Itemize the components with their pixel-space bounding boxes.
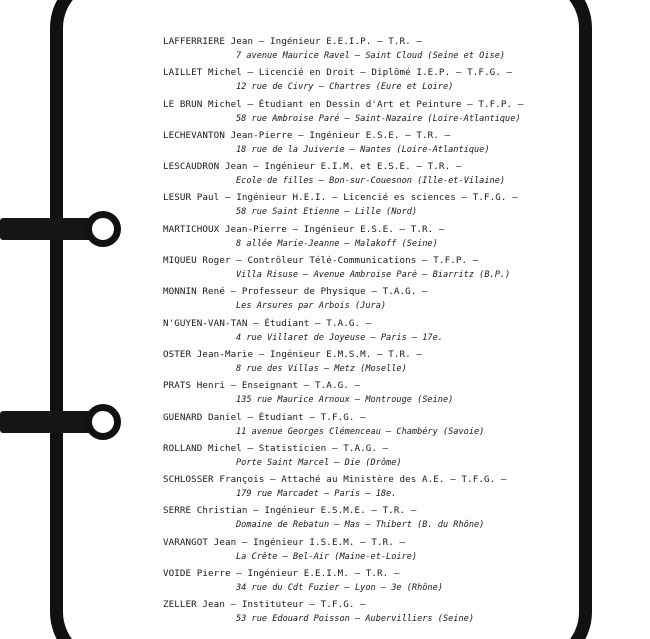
entry-name-title: LECHEVANTON Jean-Pierre – Ingénieur E.S.E. – T.R. – [163, 129, 451, 141]
directory-entry [0, 130, 650, 161]
directory-entry [0, 192, 650, 223]
entry-address: 4 rue Villaret de Joyeuse – Paris – 17e. [236, 332, 443, 343]
entry-address: Porte Saint Marcel – Die (Drôme) [236, 457, 402, 468]
entry-name-title: ROLLAND Michel – Statisticien – T.A.G. – [163, 442, 389, 454]
entry-name-title: MARTICHOUX Jean-Pierre – Ingénieur E.S.E. – T.R. – [163, 223, 445, 235]
entry-address: 7 avenue Maurice Ravel – Saint Cloud (Seine et Oise) [236, 51, 506, 61]
directory-entry [0, 36, 650, 67]
entry-address: 58 rue Ambroise Paré – Saint-Nazaire (Loire-Atlantique) [236, 113, 521, 124]
entry-name-title: PRATS Henri – Enseignant – T.A.G. – [163, 380, 361, 392]
entry-name-title: ZELLER Jean – Instituteur – T.F.G. – [163, 599, 366, 611]
entry-name-title: LESCAUDRON Jean – Ingénieur E.I.M. et E.S.E. – T.R. – [163, 161, 462, 173]
directory-entry [0, 286, 650, 317]
entry-address: 8 allée Marie-Jeanne – Malakoff (Seine) [236, 238, 438, 249]
directory-entry [0, 443, 650, 474]
directory-list [0, 36, 650, 631]
directory-entry [0, 67, 650, 98]
directory-entry [0, 380, 650, 411]
entry-address: Ecole de filles – Bon-sur-Couesnon (Ille-et-Vilaine) [236, 176, 506, 187]
directory-entry [0, 599, 650, 630]
directory-entry [0, 318, 650, 349]
entry-address: 34 rue du Cdt Fuzier – Lyon – 3e (Rhône) [236, 583, 443, 594]
entry-address: 135 rue Maurice Arnoux – Montrouge (Seine) [236, 395, 454, 406]
entry-address: Villa Risuse – Avenue Ambroise Paré – Biarritz (B.P.) [236, 270, 511, 281]
entry-name-title: LESUR Paul – Ingénieur H.E.I. – Licencié es sciences – T.F.G. – [163, 192, 518, 204]
entry-name-title: LAFFERRIERE Jean – Ingénieur E.E.I.P. – T.R. – [163, 36, 423, 47]
entry-address: 179 rue Marcadet – Paris – 18e. [236, 489, 397, 500]
entry-address: Domaine de Rebatun – Mas – Thibert (B. du Rhône) [236, 520, 485, 531]
directory-entry [0, 99, 650, 130]
directory-entry [0, 505, 650, 536]
directory-entry [0, 255, 650, 286]
directory-entry [0, 412, 650, 443]
entry-address: 53 rue Edouard Poisson – Aubervilliers (Seine) [236, 614, 474, 625]
entry-name-title: MIQUEU Roger – Contrôleur Télé-Communications – T.F.P. – [163, 255, 479, 267]
entry-name-title: OSTER Jean-Marie – Ingénieur E.M.S.M. – T.R. – [163, 348, 423, 360]
entry-name-title: LE BRUN Michel – Étudiant en Dessin d'Art et Peinture – T.F.P. – [163, 98, 524, 110]
directory-entry [0, 224, 650, 255]
directory-entry [0, 349, 650, 380]
entry-name-title: VOIDE Pierre – Ingénieur E.E.I.M. – T.R. – [163, 568, 400, 580]
directory-entry [0, 474, 650, 505]
entry-address: 12 rue de Civry – Chartres (Eure et Loire) [236, 82, 454, 93]
entry-name-title: VARANGOT Jean – Ingénieur I.S.E.M. – T.R. – [163, 536, 406, 548]
directory-entry [0, 568, 650, 599]
entry-address: 11 avenue Georges Clémenceau – Chambéry (Savoie) [236, 426, 485, 437]
directory-entry [0, 537, 650, 568]
entry-address: 18 rue de la Juiverie – Nantes (Loire-Atlantique) [236, 144, 490, 155]
entry-address: Les Arsures par Arbois (Jura) [236, 301, 387, 312]
entry-name-title: MONNIN René – Professeur de Physique – T.A.G. – [163, 286, 428, 298]
entry-address: 8 rue des Villas – Metz (Moselle) [236, 363, 407, 374]
entry-name-title: N'GUYEN-VAN-TAN – Étudiant – T.A.G. – [163, 317, 372, 329]
entry-name-title: SERRE Christian – Ingénieur E.S.M.E. – T.R. – [163, 505, 417, 517]
entry-name-title: SCHLOSSER François – Attaché au Ministère des A.E. – T.F.G. – [163, 474, 507, 486]
entry-address: 58 rue Saint Etienne – Lille (Nord) [236, 207, 418, 218]
entry-name-title: LAILLET Michel – Licencié en Droit – Diplômé I.E.P. – T.F.G. – [163, 67, 513, 79]
directory-entry [0, 161, 650, 192]
entry-address: La Crête – Bel-Air (Maine-et-Loire) [236, 551, 418, 562]
entry-name-title: GUENARD Daniel – Étudiant – T.F.G. – [163, 411, 366, 423]
